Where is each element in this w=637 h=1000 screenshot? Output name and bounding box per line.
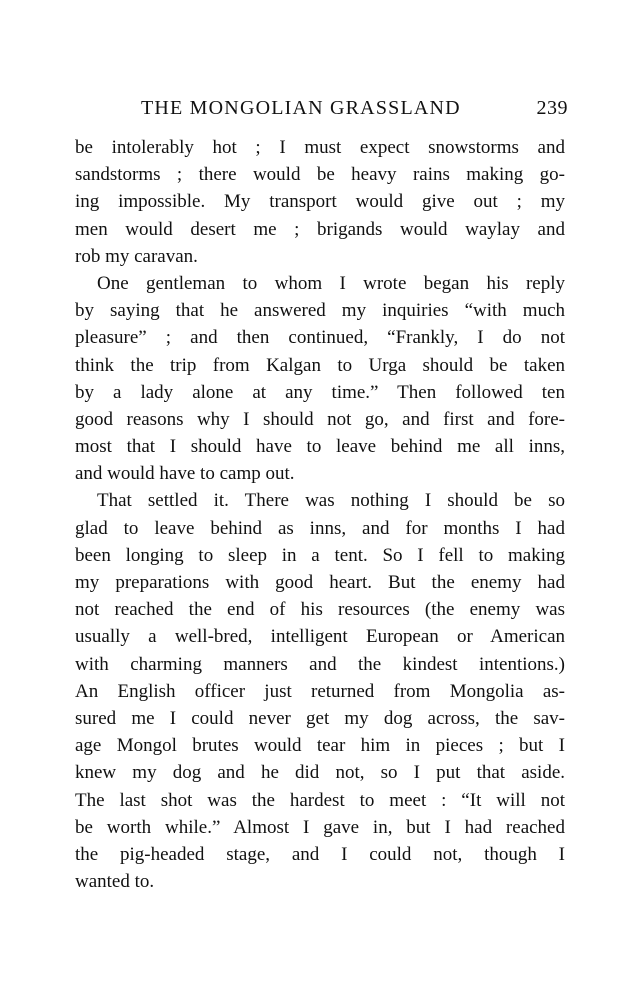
text-line: think the trip from Kalgan to Urga should be taken — [75, 354, 565, 376]
text-line: sandstorms ; there would be heavy rains making go- — [75, 164, 565, 186]
body-text — [75, 134, 565, 895]
text-line: ing impossible. My transport would give out ; my — [75, 191, 565, 213]
text-line: not reached the end of his resources (the enemy was — [75, 599, 565, 621]
text-line: my preparations with good heart. But the enemy had — [75, 572, 565, 593]
text-line: most that I should have to leave behind me all inns, — [75, 436, 565, 458]
running-title: THE MONGOLIAN GRASSLAND — [141, 97, 461, 119]
text-line: age Mongol brutes would tear him in pieces ; but I — [75, 735, 565, 757]
text-line: by saying that he answered my inquiries “with much — [75, 300, 565, 322]
text-line: usually a well-bred, intelligent European or American — [75, 626, 565, 648]
text-line: good reasons why I should not go, and first and fore- — [75, 408, 565, 430]
text-line: knew my dog and he did not, so I put that aside. — [75, 762, 565, 784]
paragraph-first-line: One gentleman to whom I wrote began his reply — [97, 272, 565, 294]
text-line: be worth while.” Almost I gave in, but I had reached — [75, 816, 565, 838]
text-line: sured me I could never get my dog across, the sav- — [75, 707, 565, 729]
text-line: The last shot was the hardest to meet : “It will not — [75, 789, 565, 811]
text-line: be intolerably hot ; I must expect snowstorms and — [75, 137, 565, 158]
paragraph-last-line: wanted to. — [75, 871, 155, 893]
running-head — [75, 97, 568, 127]
text-line: been longing to sleep in a tent. So I fell to making — [75, 544, 565, 566]
text-line: men would desert me ; brigands would waylay and — [75, 218, 565, 240]
page-number: 239 — [536, 97, 568, 119]
text-line: by a lady alone at any time.” Then followed ten — [75, 381, 565, 403]
text-line: with charming manners and the kindest intentions.) — [75, 653, 565, 675]
paragraph-first-line: That settled it. There was nothing I should be so — [97, 490, 565, 512]
text-line: An English officer just returned from Mongolia as- — [75, 680, 565, 702]
text-line: the pig-headed stage, and I could not, though I — [75, 843, 565, 865]
paragraph-last-line: rob my caravan. — [75, 245, 198, 267]
text-line: pleasure” ; and then continued, “Frankly, I do not — [75, 327, 565, 349]
paragraph-last-line: and would have to camp out. — [75, 463, 295, 485]
text-line: glad to leave behind as inns, and for months I had — [75, 517, 565, 539]
